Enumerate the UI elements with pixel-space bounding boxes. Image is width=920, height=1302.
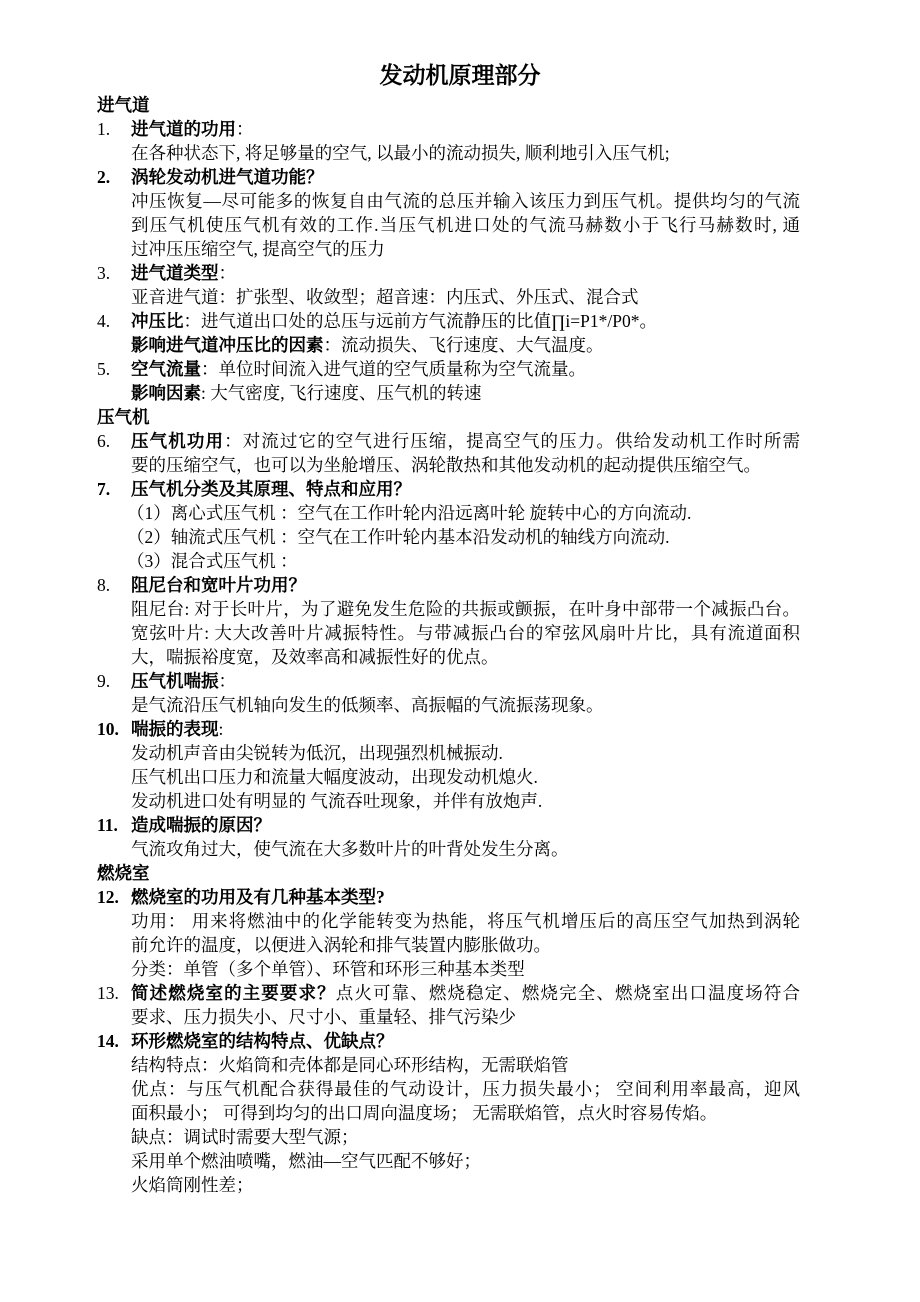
- text: ：: [218, 263, 236, 283]
- bold-text: 压气机: [97, 407, 150, 427]
- item-number: 11.: [97, 815, 118, 835]
- line-content: [131, 429, 800, 453]
- line-content: [131, 1173, 800, 1197]
- text: 优点：与压气机配合获得最佳的气动设计，压力损失最小； 空间利用率最高，迎风: [131, 1079, 800, 1099]
- text-line: [97, 285, 800, 309]
- line-content: [131, 621, 800, 645]
- line-content: [97, 861, 800, 885]
- text-line: [97, 693, 800, 717]
- line-content: [131, 909, 800, 933]
- line-content: [131, 237, 800, 261]
- text-line: [97, 933, 800, 957]
- line-content: [131, 789, 800, 813]
- bold-text: 空气流量: [131, 359, 201, 379]
- bold-text: 造成喘振的原因？: [131, 815, 271, 835]
- question-line: [97, 477, 800, 501]
- bold-text: 冲压比: [131, 311, 184, 331]
- line-content: [131, 117, 800, 141]
- text: 缺点：调试时需要大型气源；: [131, 1127, 359, 1147]
- line-content: [131, 165, 800, 189]
- bold-text: 环形燃烧室的结构特点、优缺点？: [131, 1031, 394, 1051]
- section-heading: [97, 405, 800, 429]
- question-line: [97, 357, 800, 381]
- text: ：对流过它的空气进行压缩，提高空气的压力。供给发动机工作时所需: [224, 431, 801, 451]
- bold-text: 压气机分类及其原理、特点和应用？: [131, 479, 411, 499]
- text: : 大气密度, 飞行速度、压气机的转速: [201, 383, 482, 403]
- question-line: [97, 717, 800, 741]
- line-content: [131, 1005, 800, 1029]
- text: 发动机声音由尖锐转为低沉，出现强烈机械振动.: [131, 743, 503, 763]
- text: （2）轴流式压气机 ：空气在工作叶轮内基本沿发动机的轴线方向流动.: [127, 527, 670, 547]
- text-line: [97, 1077, 800, 1101]
- question-line: [97, 669, 800, 693]
- item-number: 1.: [97, 119, 111, 139]
- line-content: [131, 645, 800, 669]
- item-number: 8.: [97, 575, 111, 595]
- bold-text: 影响因素: [131, 383, 201, 403]
- text-line: [97, 621, 800, 645]
- bold-text: 压气机喘振: [131, 671, 219, 691]
- text-line: [97, 453, 800, 477]
- bold-text: 进气道类型: [131, 263, 219, 283]
- text: 前允许的温度，以便进入涡轮和排气装置内膨胀做功。: [131, 935, 551, 955]
- text-line: [97, 189, 800, 213]
- line-content: [131, 597, 800, 621]
- item-number: 2.: [97, 167, 111, 187]
- text-line: [97, 1125, 800, 1149]
- text: （3）混合式压气机 ：: [127, 551, 298, 571]
- document-title: 发动机原理部分: [379, 63, 541, 88]
- item-number: 12.: [97, 887, 119, 907]
- bold-text: 涡轮发动机进气道功能？: [131, 167, 324, 187]
- line-content: [131, 477, 800, 501]
- text-line: [97, 741, 800, 765]
- line-content: [131, 957, 800, 981]
- line-content: [131, 285, 800, 309]
- text: ：: [236, 119, 254, 139]
- question-line: [97, 981, 800, 1005]
- item-number: 6.: [97, 431, 111, 451]
- text-line: [97, 837, 800, 861]
- question-line: [97, 1029, 800, 1053]
- text-line: [97, 765, 800, 789]
- line-content: [131, 309, 800, 333]
- line-content: [131, 381, 800, 405]
- question-line: [97, 165, 800, 189]
- question-line: [97, 261, 800, 285]
- bold-text: 阻尼台和宽叶片功用？: [131, 575, 306, 595]
- text: 亚音进气道：扩张型、收敛型；超音速：内压式、外压式、混合式: [131, 287, 639, 307]
- text: 在各种状态下, 将足够量的空气, 以最小的流动损失, 顺利地引入压气机;: [131, 143, 670, 163]
- line-content: [131, 933, 800, 957]
- text-line: [97, 597, 800, 621]
- text: 压气机出口压力和流量大幅度波动，出现发动机熄火.: [131, 767, 538, 787]
- bold-text: 进气道: [97, 95, 150, 115]
- line-content: [131, 189, 800, 213]
- text-line: [97, 213, 800, 237]
- text-line: [97, 645, 800, 669]
- line-content: [131, 813, 800, 837]
- item-number: 7.: [97, 479, 111, 499]
- line-content: [131, 717, 800, 741]
- line-content: [131, 213, 800, 237]
- question-line: [97, 429, 800, 453]
- line-content: [97, 405, 800, 429]
- question-line: [97, 573, 800, 597]
- text-line: [97, 789, 800, 813]
- text-line: [97, 525, 800, 549]
- text: 点火可靠、燃烧稳定、燃烧完全、燃烧室出口温度场符合: [335, 983, 801, 1003]
- text-line: [97, 549, 800, 573]
- item-number: 14.: [97, 1031, 119, 1051]
- text-line: [97, 1149, 800, 1173]
- text: ：单位时间流入进气道的空气质量称为空气流量。: [201, 359, 586, 379]
- text: 冲压恢复—尽可能多的恢复自由气流的总压并输入该压力到压气机。提供均匀的气流: [131, 191, 800, 211]
- text: :: [218, 719, 224, 739]
- text: ：进气道出口处的总压与远前方气流静压的比值∏i=P1*/P0*。: [183, 311, 657, 331]
- line-content: [127, 525, 800, 549]
- line-content: [131, 357, 800, 381]
- text: 采用单个燃油喷嘴，燃油—空气匹配不够好；: [131, 1151, 481, 1171]
- text: （1）离心式压气机 ：空气在工作叶轮内沿远离叶轮 旋转中心的方向流动.: [127, 503, 692, 523]
- line-content: [131, 693, 800, 717]
- text: 面积最小； 可得到均匀的出口周向温度场； 无需联焰管，点火时容易传焰。: [131, 1103, 718, 1123]
- line-content: [97, 93, 800, 117]
- text: 火焰筒刚性差；: [131, 1175, 254, 1195]
- text-line: [97, 1053, 800, 1077]
- text: 到压气机使压气机有效的工作.当压气机进口处的气流马赫数小于飞行马赫数时, 通: [131, 215, 800, 235]
- section-heading: [97, 93, 800, 117]
- text: 要的压缩空气，也可以为坐舱增压、涡轮散热和其他发动机的起动提供压缩空气。: [131, 455, 761, 475]
- text: 结构特点：火焰筒和壳体都是同心环形结构，无需联焰管: [131, 1055, 569, 1075]
- text: 宽弦叶片: 大大改善叶片减振特性。与带减振凸台的窄弦风扇叶片比，具有流道面积: [131, 623, 800, 643]
- text-line: [97, 141, 800, 165]
- text-line: [97, 381, 800, 405]
- line-content: [131, 1101, 800, 1125]
- line-content: [127, 549, 800, 573]
- text: 气流攻角过大，使气流在大多数叶片的叶背处发生分离。: [131, 839, 569, 859]
- item-number: 13.: [97, 983, 119, 1003]
- text: 功用： 用来将燃油中的化学能转变为热能，将压气机增压后的高压空气加热到涡轮: [131, 911, 800, 931]
- bold-text: 燃烧室的功用及有几种基本类型?: [131, 887, 385, 907]
- text: 大，喘振裕度宽，及效率高和减振性好的优点。: [131, 647, 499, 667]
- item-number: 9.: [97, 671, 111, 691]
- line-content: [131, 741, 800, 765]
- line-content: [131, 141, 800, 165]
- text: 过冲压压缩空气, 提高空气的压力: [131, 239, 385, 259]
- text: 阻尼台: 对于长叶片，为了避免发生危险的共振或颤振，在叶身中部带一个减振凸台。: [131, 599, 800, 619]
- line-content: [131, 261, 800, 285]
- text: 是气流沿压气机轴向发生的低频率、高振幅的气流振荡现象。: [131, 695, 604, 715]
- text-line: [97, 909, 800, 933]
- text: 要求、压力损失小、尺寸小、重量轻、排气污染少: [131, 1007, 516, 1027]
- text-line: [97, 501, 800, 525]
- text-line: [97, 1005, 800, 1029]
- line-content: [131, 1149, 800, 1173]
- bold-text: 简述燃烧室的主要要求？: [131, 983, 336, 1003]
- section-heading: [97, 861, 800, 885]
- bold-text: 影响进气道冲压比的因素: [131, 335, 324, 355]
- line-content: [131, 765, 800, 789]
- text-line: [97, 957, 800, 981]
- line-content: [131, 837, 800, 861]
- line-content: [131, 573, 800, 597]
- line-content: [131, 1077, 800, 1101]
- bold-text: 进气道的功用: [131, 119, 236, 139]
- line-content: [131, 1053, 800, 1077]
- question-line: [97, 813, 800, 837]
- text: 分类：单管（多个单管）、环管和环形三种基本类型: [131, 959, 525, 979]
- question-line: [97, 117, 800, 141]
- item-number: 10.: [97, 719, 119, 739]
- item-number: 5.: [97, 359, 111, 379]
- question-line: [97, 309, 800, 333]
- text: 发动机进口处有明显的 气流吞吐现象，并伴有放炮声.: [131, 791, 543, 811]
- text: ：: [218, 671, 236, 691]
- text: ：流动损失、飞行速度、大气温度。: [323, 335, 604, 355]
- item-number: 3.: [97, 263, 111, 283]
- bold-text: 燃烧室: [97, 863, 150, 883]
- item-number: 4.: [97, 311, 111, 331]
- line-content: [131, 1029, 800, 1053]
- text-line: [97, 1101, 800, 1125]
- text-line: [97, 1173, 800, 1197]
- question-line: [97, 885, 800, 909]
- line-content: [131, 333, 800, 357]
- text-line: [97, 333, 800, 357]
- line-content: [131, 669, 800, 693]
- bold-text: 喘振的表现: [131, 719, 219, 739]
- line-content: [131, 981, 800, 1005]
- text-line: [97, 237, 800, 261]
- line-content: [127, 501, 800, 525]
- bold-text: 压气机功用: [131, 431, 225, 451]
- line-content: [131, 1125, 800, 1149]
- line-content: [131, 453, 800, 477]
- line-content: [131, 885, 800, 909]
